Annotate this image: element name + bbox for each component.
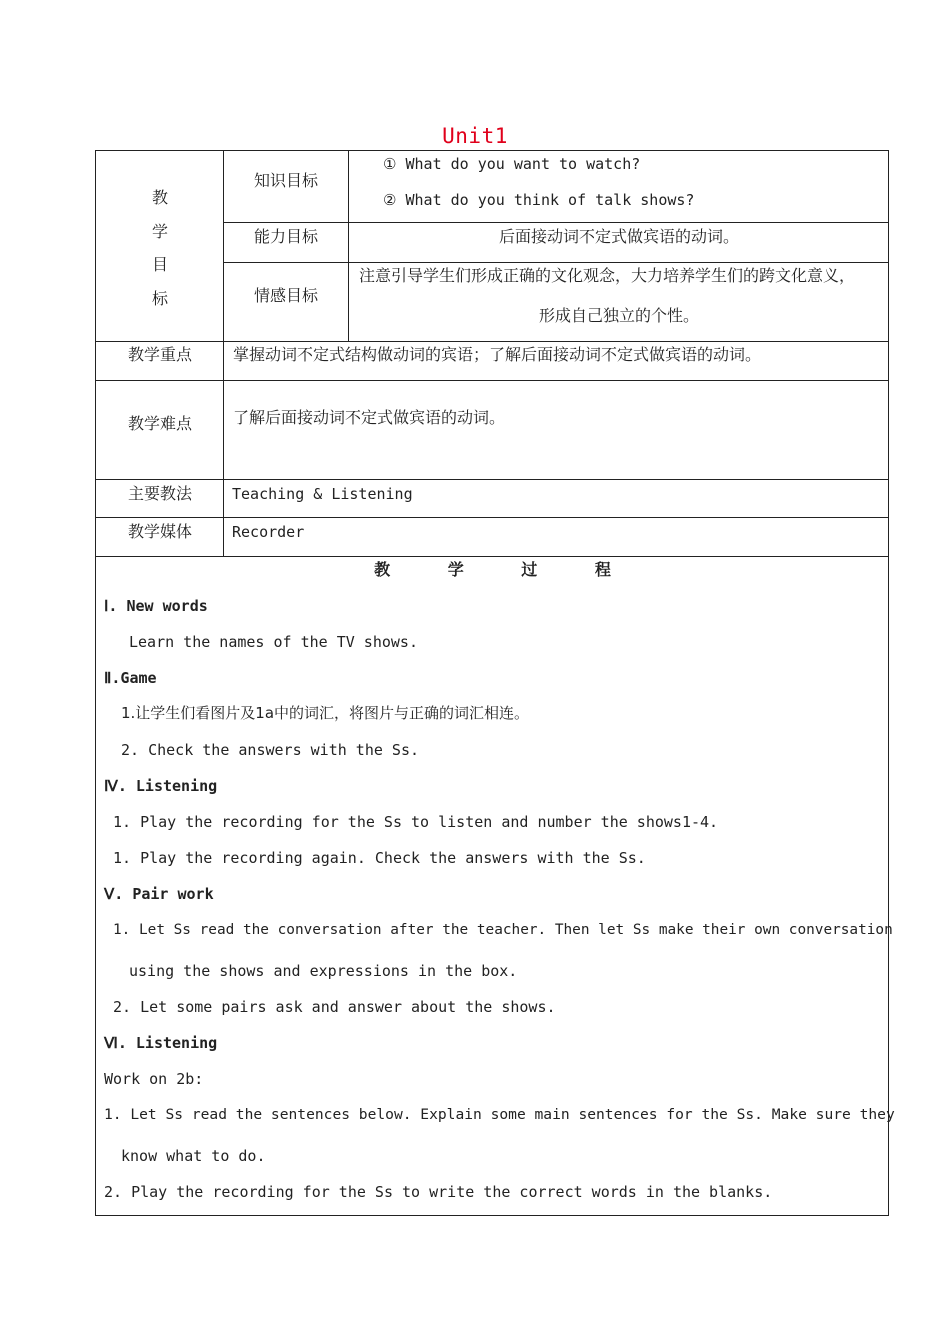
section-heading-pair-work: Ⅴ. Pair work — [104, 885, 214, 903]
knowledge-item: ① What do you want to watch? — [383, 155, 641, 173]
process-line: 2. Let some pairs ask and answer about the shows. — [113, 998, 556, 1016]
process-line: 2. Check the answers with the Ss. — [121, 741, 420, 759]
ability-objective-label: 能力目标 — [253, 227, 318, 246]
objectives-label: 教 学 目 标 — [151, 188, 168, 308]
methods-text: Teaching & Listening — [232, 485, 413, 503]
emotion-objective-text-cont: 形成自己独立的个性。 — [538, 306, 699, 325]
media-label: 教学媒体 — [127, 522, 192, 541]
knowledge-objective-label: 知识目标 — [253, 171, 318, 190]
difficulties-label: 教学难点 — [127, 414, 192, 433]
process-subheading: Work on 2b: — [104, 1070, 204, 1088]
process-line: using the shows and expressions in the box. — [129, 962, 518, 980]
process-line: 1.让学生们看图片及1a中的词汇，将图片与正确的词汇相连。 — [121, 704, 530, 722]
process-line: 1. Let Ss read the sentences below. Explain some main sentences for the Ss. Make sure they — [104, 1106, 895, 1123]
key-points-label: 教学重点 — [127, 345, 192, 364]
process-line: 2. Play the recording for the Ss to write the correct words in the blanks. — [104, 1183, 773, 1201]
process-heading: 教 学 过 程 — [374, 560, 637, 579]
process-line: Learn the names of the TV shows. — [129, 633, 418, 651]
difficulties-text: 了解后面接动词不定式做宾语的动词。 — [233, 408, 506, 427]
process-line: 1. Play the recording for the Ss to listen and number the shows1-4. — [113, 813, 719, 831]
section-heading-listening-2: Ⅵ. Listening — [104, 1034, 218, 1052]
methods-label: 主要教法 — [127, 484, 192, 503]
emotion-objective-label: 情感目标 — [253, 286, 318, 305]
ability-objective-text: 后面接动词不定式做宾语的动词。 — [498, 227, 739, 246]
process-line: 1. Let Ss read the conversation after the teacher. Then let Ss make their own conversation — [113, 922, 893, 938]
section-heading-listening: Ⅳ. Listening — [104, 777, 218, 795]
emotion-objective-text: 注意引导学生们形成正确的文化观念，大力培养学生们的跨文化意义， — [359, 266, 856, 285]
media-text: Recorder — [232, 523, 305, 541]
page-title: Unit1 — [442, 124, 508, 148]
knowledge-item: ② What do you think of talk shows? — [383, 191, 695, 209]
process-line: 1. Play the recording again. Check the answers with the Ss. — [113, 849, 646, 867]
key-points-text: 掌握动词不定式结构做动词的宾语；了解后面接动词不定式做宾语的动词。 — [233, 345, 762, 364]
section-heading-game: Ⅱ.Game — [104, 669, 157, 687]
process-line: know what to do. — [121, 1147, 266, 1165]
section-heading-new-words: Ⅰ. New words — [104, 597, 208, 615]
